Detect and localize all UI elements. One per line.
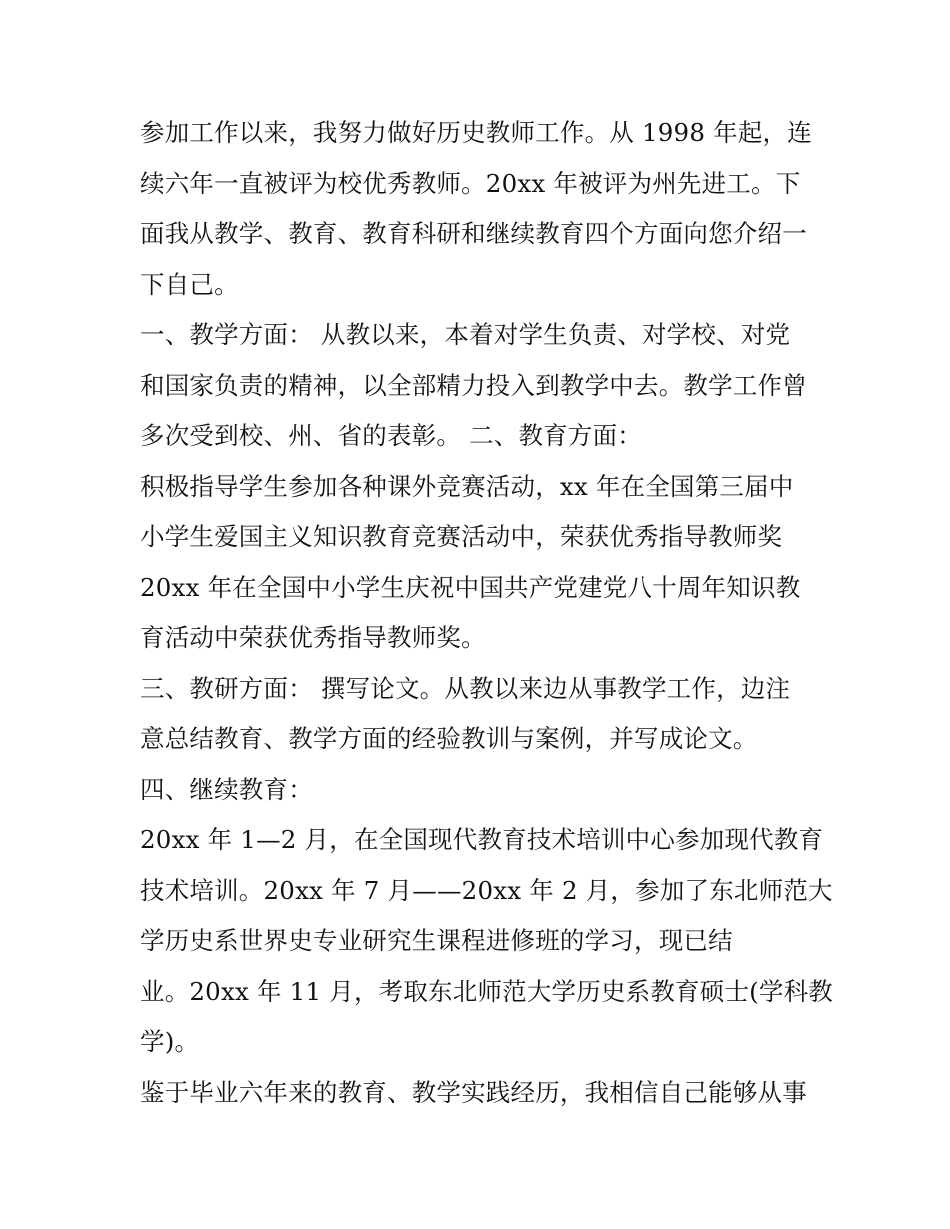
text-line: 20xx 年 1—2 月，在全国现代教育技术培训中心参加现代教育 bbox=[140, 825, 824, 854]
text-line: 参加工作以来，我努力做好历史教师工作。从 1998 年起，连 bbox=[140, 118, 812, 147]
text-line: 育活动中荣获优秀指导教师奖。 bbox=[140, 623, 486, 652]
text-line: 积极指导学生参加各种课外竞赛活动，xx 年在全国第三届中 bbox=[140, 471, 794, 501]
text-line: 业。20xx 年 11 月，考取东北师范大学历史系教育硕士(学科教 bbox=[140, 976, 834, 1006]
section-heading-teaching: 一、教学方面： 从教以来，本着对学生负责、对学校、对党 bbox=[140, 320, 791, 349]
text-line: 小学生爱国主义知识教育竞赛活动中，荣获优秀指导教师奖 bbox=[140, 522, 783, 551]
document-body bbox=[140, 108, 834, 1118]
text-line: 20xx 年在全国中小学生庆祝中国共产党建党八十周年知识教 bbox=[140, 572, 801, 602]
text-line: 意总结教育、教学方面的经验教训与案例，并写成论文。 bbox=[140, 724, 758, 753]
text-line: 鉴于毕业六年来的教育、教学实践经历，我相信自己能够从事 bbox=[140, 1077, 807, 1107]
section-heading-education: 多次受到校、州、省的表彰。 二、教育方面： bbox=[140, 421, 642, 450]
text-line: 学)。 bbox=[140, 1027, 200, 1056]
section-heading-continuing-education: 四、继续教育： bbox=[140, 774, 313, 804]
text-line: 技术培训。20xx 年 7 月——20xx 年 2 月，参加了东北师范大 bbox=[140, 875, 833, 905]
text-line: 下自己。 bbox=[140, 269, 239, 299]
text-line: 续六年一直被评为校优秀教师。20xx 年被评为州先进工。下 bbox=[140, 168, 801, 198]
text-line: 面我从教学、教育、教育科研和继续教育四个方面向您介绍一 bbox=[140, 219, 807, 248]
text-line: 和国家负责的精神，以全部精力投入到教学中去。教学工作曾 bbox=[140, 370, 807, 400]
text-line: 学历史系世界史专业研究生课程进修班的学习，现已结 bbox=[140, 926, 733, 955]
section-heading-research: 三、教研方面： 撰写论文。从教以来边从事教学工作，边注 bbox=[140, 673, 791, 703]
